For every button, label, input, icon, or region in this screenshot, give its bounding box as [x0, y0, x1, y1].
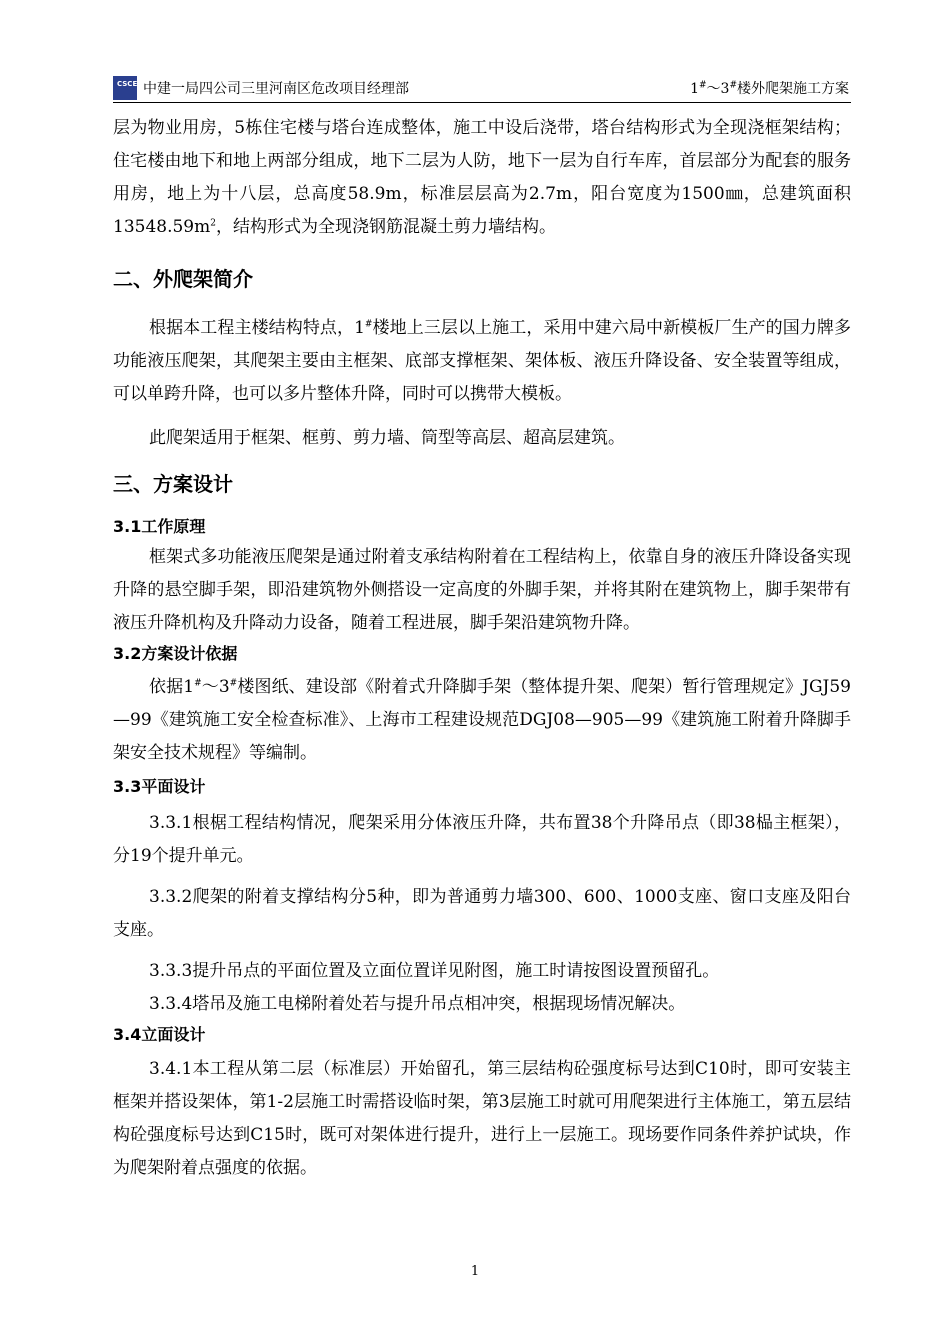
section32-post: 楼图纸、建设部《附着式升降脚手架（整体提升架、爬架）暂行管理规定》JGJ59—99《建筑施工安全检查标准》、上海市工程建设规范DGJ08—905—99《建筑施工附着升降脚手架安全技术规程》等编制。: [113, 677, 852, 763]
section2-paragraph1: [113, 312, 851, 411]
section32-heading: 3.2方案设计依据: [113, 644, 238, 663]
section2-p1-pre: 根据本工程主楼结构特点，1: [149, 318, 365, 338]
company-logo-text: CSCEC: [117, 80, 143, 88]
document-body: [113, 112, 851, 1185]
header-right-title: [690, 80, 849, 98]
section34-heading: 3.4立面设计: [113, 1025, 206, 1044]
section33-paragraph3: 3.3.3提升吊点的平面位置及立面位置详见附图，施工时请按图设置预留孔。: [149, 961, 720, 981]
section32-sup2: #: [229, 678, 238, 689]
section32-mid: ～3: [201, 677, 230, 697]
intro-text: 层为物业用房，5栋住宅楼与塔台连成整体，施工中设后浇带，塔台结构形式为全现浇框架结构；住宅楼由地下和地上两部分组成，地下二层为人防，地下一层为自行车库，首层部分为配套的服务用房，地上为十八层，总高度58.9m，标准层层高为2.7m，阳台宽度为1500㎜，总建筑面积13548.59m: [113, 118, 851, 237]
section33-paragraph1: 3.3.1根椐工程结构情况，爬架采用分体液压升降，共布置38个升降吊点（即38榀主框架），分19个提升单元。: [113, 813, 851, 866]
page-header: [113, 74, 851, 103]
company-logo: [113, 76, 143, 100]
intro-text-end: ，结构形式为全现浇钢筋混凝土剪力墙结构。: [215, 217, 556, 237]
section33-heading: 3.3平面设计: [113, 777, 206, 796]
page-number: 1: [470, 1264, 480, 1279]
section3-heading: 三、方案设计: [113, 472, 233, 496]
header-right-mid: ～3: [706, 81, 730, 97]
header-left-title: 中建一局四公司三里河南区危改项目经理部: [143, 81, 409, 97]
section2-p1-post: 楼地上三层以上施工，采用中建六局中新模板厂生产的国力牌多功能液压爬架，其爬架主要由主框架、底部支撑框架、架体板、液压升降设备、安全装置等组成，可以单跨升降，也可以多片整体升降，同时可以携带大模板。: [113, 318, 851, 404]
header-right-pre: 1: [690, 81, 699, 97]
header-right-sup2: #: [729, 80, 737, 91]
intro-paragraph: [113, 112, 851, 244]
section32-pre: 依据1: [149, 677, 195, 697]
intro-sup: 2: [210, 218, 216, 229]
section34-paragraph1: 3.4.1本工程从第二层（标准层）开始留孔，第三层结构砼强度标号达到C10时，即可安装主框架并搭设架体，第1-2层施工时需搭设临时架，第3层施工时就可用爬架进行主体施工，第五层结构砼强度标号达到C15时，既可对架体进行提升，进行上一层施工。现场要作同条件养护试块，作为爬架附着点强度的依据。: [113, 1059, 851, 1178]
section31-paragraph: 框架式多功能液压爬架是通过附着支承结构附着在工程结构上，依靠自身的液压升降设备实现升降的悬空脚手架，即沿建筑物外侧搭设一定高度的外脚手架，并将其附在建筑物上，脚手架带有液压升降机构及升降动力设备，随着工程进展，脚手架沿建筑物升降。: [113, 547, 851, 633]
header-right-sup1: #: [698, 80, 707, 91]
section32-sup1: #: [194, 678, 202, 689]
header-right-post: 楼外爬架施工方案: [737, 81, 849, 97]
section33-paragraph4: 3.3.4塔吊及施工电梯附着处若与提升吊点相冲突，根据现场情况解决。: [149, 994, 686, 1014]
section32-paragraph: [113, 671, 851, 770]
section31-heading: 3.1工作原理: [113, 517, 206, 536]
section33-paragraph2: 3.3.2爬架的附着支撑结构分5种，即为普通剪力墙300、600、1000支座、窗口支座及阳台支座。: [113, 887, 851, 940]
section2-p1-sup: #: [364, 319, 373, 330]
section2-paragraph2: 此爬架适用于框架、框剪、剪力墙、筒型等高层、超高层建筑。: [149, 428, 625, 448]
section2-heading: 二、外爬架简介: [113, 267, 253, 291]
